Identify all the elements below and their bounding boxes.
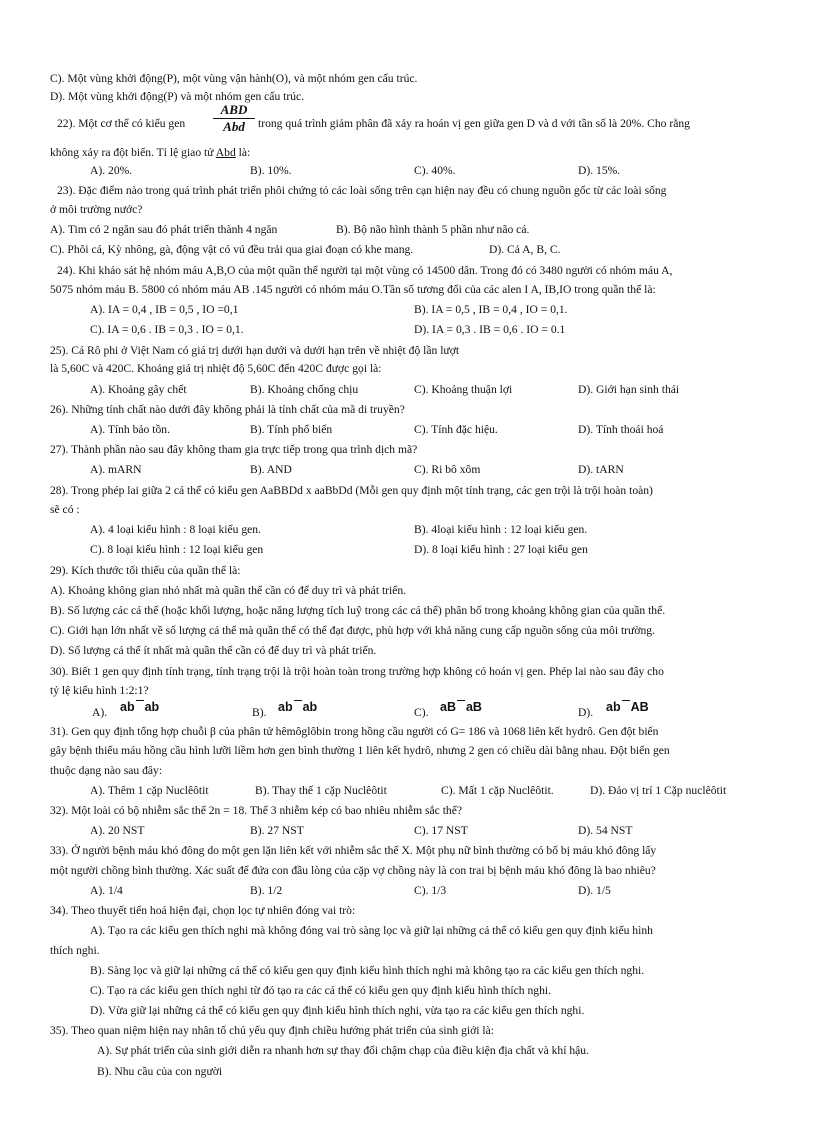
q30-option-d-genotype1: ab bbox=[606, 700, 621, 714]
q30-option-a-genotype2: ab bbox=[144, 700, 160, 714]
q26-option-b: B). Tính phổ biến bbox=[250, 423, 333, 436]
q28-question-line1: 28). Trong phép lai giữa 2 cá thể có kiểu gen AaBBDd x aaBbDd (Mỗi gen quy định một tính trạng, các gen trội là trội hoàn toàn) bbox=[50, 484, 653, 497]
q31-question-line2: gây bệnh thiếu máu hồng cầu hình lưỡi liềm hơn gen bình thường 1 liên kết hydrô, nhưng 2 gen có chiều dài bằng nhau. Đột biến gen bbox=[50, 744, 670, 757]
q24-option-b: B). IA = 0,5 , IB = 0,4 , IO = 0,1. bbox=[414, 303, 568, 316]
q25-option-d: D). Giới hạn sinh thái bbox=[578, 383, 680, 396]
q31-option-a: A). Thêm 1 cặp Nuclêôtit bbox=[90, 784, 209, 797]
q31-question-line3: thuộc dạng nào sau đây: bbox=[50, 764, 163, 777]
q32-option-d: D). 54 NST bbox=[578, 824, 633, 837]
q33-option-a: A). 1/4 bbox=[90, 884, 123, 897]
q30-option-c-genotype1: aB bbox=[440, 700, 456, 714]
q22-genotype-denominator: Abd bbox=[223, 119, 245, 134]
q26-option-d: D). Tính thoái hoá bbox=[578, 423, 664, 436]
q30-option-a-cross bbox=[120, 700, 159, 714]
q33-option-c: C). 1/3 bbox=[414, 884, 447, 897]
q30-option-b-genotype2: ab bbox=[302, 700, 318, 714]
q30-option-c-cross bbox=[440, 700, 482, 714]
q26-option-c: C). Tính đặc hiệu. bbox=[414, 423, 498, 436]
q30-option-a-cross-bar bbox=[135, 702, 145, 714]
q24-option-c: C). IA = 0,6 . IB = 0,3 . IO = 0,1. bbox=[90, 323, 244, 336]
q25-option-a: A). Khoảng gây chết bbox=[90, 383, 187, 396]
q22-gamete: Abd bbox=[215, 146, 236, 159]
q23-option-d: D). Cả A, B, C. bbox=[489, 243, 561, 256]
q27-option-b: B). AND bbox=[250, 463, 292, 476]
q22-prefix: 22). Một cơ thể có kiểu gen bbox=[57, 117, 186, 130]
q30-option-d-label: D). bbox=[578, 706, 594, 719]
q29-question: 29). Kích thước tối thiểu của quần thể là: bbox=[50, 564, 241, 577]
q29-option-b: B). Số lượng các cá thể (hoặc khối lượng, hoặc năng lượng tích luỹ trong các cá thể) phân bố trong khoảng không gian của quần thể. bbox=[50, 604, 666, 617]
q29-option-c: C). Giới hạn lớn nhất về số lượng cá thể mà quần thể có thể đạt được, phù hợp với khả năng cung cấp nguồn sống của môi trường. bbox=[50, 624, 655, 637]
q29-option-d: D). Số lượng cá thể ít nhất mà quần thể cần có để duy trì và phát triển. bbox=[50, 644, 377, 657]
q31-option-d: D). Đảo vị trí 1 Cặp nuclêôtit bbox=[590, 784, 727, 797]
q27-option-c: C). Ri bô xôm bbox=[414, 463, 481, 476]
q28-question-line2: sẽ có : bbox=[50, 503, 80, 516]
q30-option-a-label: A). bbox=[92, 706, 108, 719]
q30-option-b-genotype1: ab bbox=[278, 700, 293, 714]
q23-option-c: C). Phôi cá, Kỳ nhông, gà, động vật có vú đều trải qua giai đoạn có khe mang. bbox=[50, 243, 414, 256]
q25-question-line2: là 5,60C và 420C. Khoảng giá trị nhiệt độ 5,60C đến 420C được gọi là: bbox=[50, 362, 382, 375]
q34-question: 34). Theo thuyết tiến hoá hiện đại, chọn lọc tự nhiên đóng vai trò: bbox=[50, 904, 356, 917]
q27-question: 27). Thành phần nào sau đây không tham gia trực tiếp trong qua trình dịch mã? bbox=[50, 443, 418, 456]
q30-option-b-cross bbox=[278, 700, 317, 714]
q23-option-a: A). Tim có 2 ngăn sau đó phát triển thành 4 ngăn bbox=[50, 223, 278, 236]
q30-question-line1: 30). Biết 1 gen quy định tính trạng, tính trạng trội là trội hoàn toàn trong trường hợp không có hoán vị gen. Phép lai nào sau đây cho bbox=[50, 665, 664, 678]
q22-genotype-numerator: ABD bbox=[220, 102, 248, 117]
q35-option-a: A). Sự phát triển của sinh giới diễn ra nhanh hơn sự thay đổi chậm chạp của điều kiện địa chất và khí hậu. bbox=[97, 1044, 589, 1057]
q22-option-a: A). 20%. bbox=[90, 164, 133, 177]
q33-option-d: D). 1/5 bbox=[578, 884, 611, 897]
q30-option-c-label: C). bbox=[414, 706, 429, 719]
q22-option-b: B). 10%. bbox=[250, 164, 292, 177]
q32-option-a: A). 20 NST bbox=[90, 824, 145, 837]
q30-option-b-cross-bar bbox=[293, 702, 303, 714]
q32-question: 32). Một loài có bộ nhiễm sắc thể 2n = 18. Thể 3 nhiễm kép có bao nhiêu nhiễm sắc thể? bbox=[50, 804, 463, 817]
q24-question-line1: 24). Khi khảo sát hệ nhóm máu A,B,O của một quần thể người tại một vùng có 14500 dân. Trong đó có 3480 người có nhóm máu A, bbox=[57, 264, 673, 277]
q26-option-a: A). Tính bảo tồn. bbox=[90, 423, 170, 436]
q30-option-a-genotype1: ab bbox=[120, 700, 135, 714]
q33-question-line1: 33). Ở người bệnh máu khó đông do một gen lặn liên kết với nhiễm sắc thể X. Một phụ nữ bình thường có bố bị máu khó đông lấy bbox=[50, 844, 657, 857]
q22-line2 bbox=[50, 146, 250, 160]
q25-option-c: C). Khoảng thuận lợi bbox=[414, 383, 513, 396]
q28-option-a: A). 4 loại kiểu hình : 8 loại kiểu gen. bbox=[90, 523, 261, 536]
q21-option-c: C). Một vùng khởi động(P), một vùng vận hành(O), và một nhóm gen cấu trúc. bbox=[50, 72, 418, 85]
q28-option-c: C). 8 loại kiểu hình : 12 loại kiểu gen bbox=[90, 543, 264, 556]
q30-option-d-cross bbox=[606, 700, 649, 714]
q27-option-a: A). mARN bbox=[90, 463, 142, 476]
q22-line2-c: là: bbox=[238, 146, 251, 159]
q34-option-c: C). Tạo ra các kiểu gen thích nghi từ đó tạo ra các cá thể có kiểu gen quy định kiểu hình thích nghi. bbox=[90, 984, 551, 997]
q24-option-a: A). IA = 0,4 , IB = 0,5 , IO =0,1 bbox=[90, 303, 239, 316]
q21-option-d: D). Một vùng khởi động(P) và một nhóm gen cấu trúc. bbox=[50, 90, 305, 103]
q30-option-d-genotype2: AB bbox=[630, 700, 649, 714]
q24-option-d: D). IA = 0,3 . IB = 0,6 . IO = 0.1 bbox=[414, 323, 566, 336]
q30-question-line2: tỷ lệ kiểu hình 1:2:1? bbox=[50, 684, 149, 697]
q33-option-b: B). 1/2 bbox=[250, 884, 283, 897]
q30-option-c-cross-bar bbox=[456, 702, 466, 714]
q23-question-line1: 23). Đặc điểm nào trong quá trình phát triển phôi chứng tỏ các loài sống trên cạn hiện nay đều có chung nguồn gốc từ các loài sống bbox=[57, 184, 667, 197]
q32-option-c: C). 17 NST bbox=[414, 824, 468, 837]
q32-option-b: B). 27 NST bbox=[250, 824, 304, 837]
q23-option-b: B). Bộ não hình thành 5 phần như não cá. bbox=[336, 223, 530, 236]
q28-option-d: D). 8 loại kiểu hình : 27 loại kiểu gen bbox=[414, 543, 588, 556]
q22-option-c: C). 40%. bbox=[414, 164, 456, 177]
q28-option-b: B). 4loại kiểu hình : 12 loại kiểu gen. bbox=[414, 523, 588, 536]
q30-option-d-cross-bar bbox=[621, 702, 631, 714]
q35-question: 35). Theo quan niệm hiện nay nhân tố chủ yếu quy định chiều hướng phát triển của sinh giới là: bbox=[50, 1024, 494, 1037]
q31-question-line1: 31). Gen quy định tổng hợp chuỗi β của phân tử hêmôglôbin trong hồng cầu người có G= 186 và 1068 liên kết hydrô. Gen đột biến bbox=[50, 725, 659, 738]
q26-question: 26). Những tính chất nào dưới đây không phải là tính chất của mã di truyền? bbox=[50, 403, 405, 416]
q30-option-b-label: B). bbox=[252, 706, 267, 719]
q22-genotype-fraction bbox=[213, 103, 255, 134]
q31-option-c: C). Mất 1 cặp Nuclêôtit. bbox=[441, 784, 554, 797]
q34-option-a-line2: thích nghi. bbox=[50, 944, 100, 957]
q35-option-b: B). Nhu cầu của con người bbox=[97, 1065, 223, 1078]
q25-option-b: B). Khoảng chống chịu bbox=[250, 383, 359, 396]
q23-question-line2: ở môi trường nước? bbox=[50, 203, 143, 216]
q34-option-a-line1: A). Tạo ra các kiểu gen thích nghi mà không đóng vai trò sàng lọc và giữ lại những cá thể có kiểu gen quy định kiểu hình bbox=[90, 924, 653, 937]
q31-option-b: B). Thay thế 1 cặp Nuclêôtit bbox=[255, 784, 387, 797]
q22-line2-a: không xảy ra đột biến. Tỉ lệ giao tử bbox=[50, 146, 214, 159]
q24-question-line2: 5075 nhóm máu B. 5800 có nhóm máu AB .145 người có nhóm máu O.Tần số tương đối của các alen I A, IB,IO trong quần thể là: bbox=[50, 283, 656, 296]
q22-question-text: trong quá trình giảm phân đã xảy ra hoán vị gen giữa gen D và d với tần số là 20%. Cho rằng bbox=[258, 117, 690, 130]
q33-question-line2: một người chồng bình thường. Xác suất để đứa con đầu lòng của cặp vợ chồng này là con trai bị bệnh máu khó đông là bao nhiêu? bbox=[50, 864, 656, 877]
q34-option-b: B). Sàng lọc và giữ lại những cá thể có kiểu gen quy định kiểu hình thích nghi mà không tạo ra các kiểu gen thích nghi. bbox=[90, 964, 645, 977]
q29-option-a: A). Khoảng không gian nhỏ nhất mà quần thể cần có để duy trì và phát triển. bbox=[50, 584, 407, 597]
q22-option-d: D). 15%. bbox=[578, 164, 621, 177]
q27-option-d: D). tARN bbox=[578, 463, 624, 476]
q25-question-line1: 25). Cá Rô phi ở Việt Nam có giá trị dưới hạn dưới và dưới hạn trên về nhiệt độ lần lượt bbox=[50, 344, 460, 357]
q30-option-c-genotype2: aB bbox=[465, 700, 482, 714]
q34-option-d: D). Vừa giữ lại những cá thể có kiểu gen quy định kiểu hình thích nghi, vừa tạo ra các kiểu gen thích nghi. bbox=[90, 1004, 585, 1017]
